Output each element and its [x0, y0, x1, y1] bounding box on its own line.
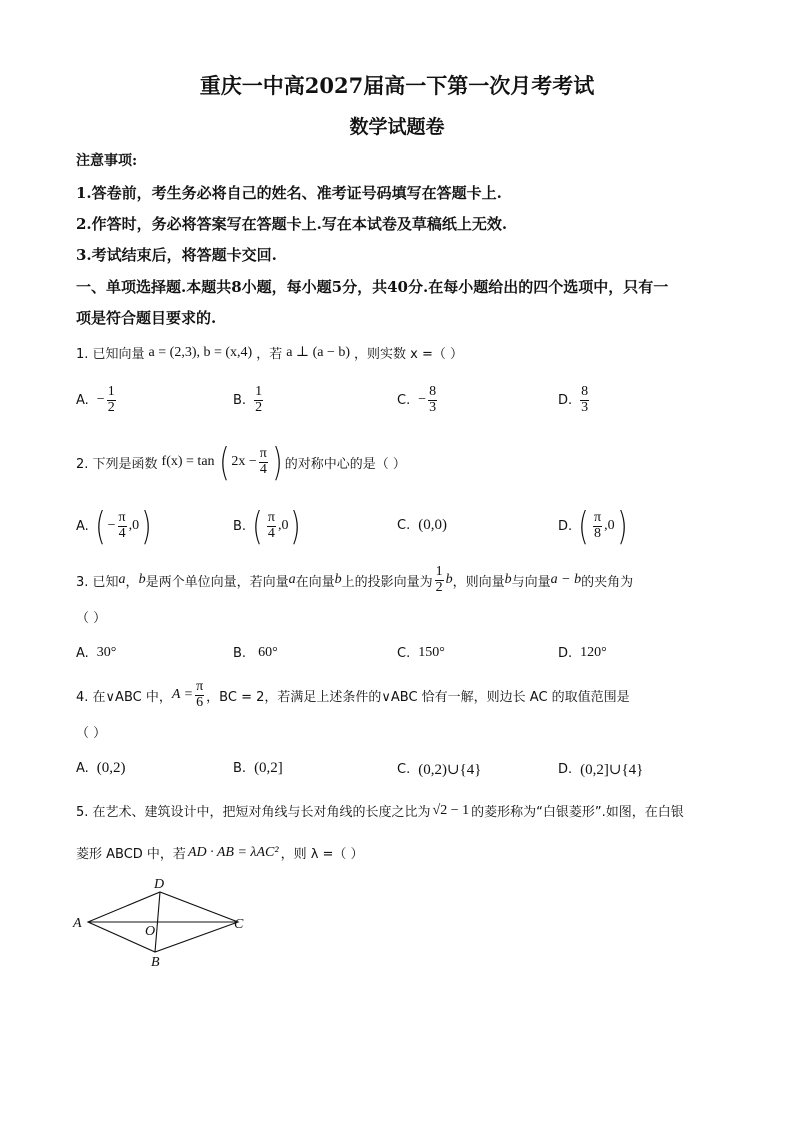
comma: ， — [125, 574, 139, 590]
q4-option-a[interactable] — [76, 760, 126, 777]
option-label: C. — [397, 762, 411, 777]
question-5-line2 — [76, 843, 364, 862]
q1-option-b[interactable] — [233, 385, 265, 415]
option-value: (0,2)∪{4} — [418, 762, 482, 778]
q2-argument: 2x − — [231, 454, 257, 469]
q5-ratio: √2 − 1 — [432, 802, 470, 818]
right-paren: ) — [272, 440, 283, 484]
question-4-line1 — [76, 680, 630, 710]
question-3-line2: （ ） — [76, 611, 107, 626]
option-label: D. — [558, 392, 573, 408]
section-heading-line1: 一、单项选择题.本题共8小题，每小题5分，共40分.在每小题给出的四个选项中，只有一 — [76, 278, 669, 296]
option-value: 150° — [418, 645, 445, 660]
vector-b: b — [334, 572, 342, 588]
fraction-denominator: 3 — [581, 399, 589, 415]
note-item-2: 2.作答时，务必将答案写在答题卡上.写在本试卷及草稿纸上无效. — [76, 215, 508, 233]
left-paren: ( — [95, 504, 106, 548]
q2-prefix: 2. 下列是函数 — [76, 456, 158, 472]
fraction-denominator: 2 — [255, 399, 263, 415]
vector-a: a — [288, 572, 296, 588]
q2-option-d[interactable] — [558, 504, 629, 548]
option-label: C. — [397, 392, 411, 408]
fraction-numerator: 1 — [255, 384, 263, 399]
fraction-numerator: 1 — [107, 384, 115, 399]
q3-option-b[interactable] — [233, 645, 278, 661]
q2-option-a[interactable] — [76, 504, 154, 548]
option-value: 120° — [580, 645, 607, 660]
fraction-numerator: π — [118, 509, 126, 525]
option-label: B. — [233, 518, 247, 534]
vector-a: a — [118, 572, 126, 588]
q4-text: ，BC = 2，若满足上述条件的∨ABC 恰有一解，则边长 AC 的取值范围是 — [206, 689, 630, 705]
q2-suffix: 的对称中心的是（ ） — [284, 456, 406, 472]
q3-option-a[interactable] — [76, 645, 116, 661]
option-value: (0,2] — [254, 760, 283, 776]
q5-text: 菱形 ABCD 中，若 — [76, 847, 186, 862]
q4-option-d[interactable] — [558, 760, 643, 779]
vector-b: b — [504, 572, 512, 588]
vertex-d-label: D — [154, 877, 165, 892]
q4-option-c[interactable] — [397, 760, 481, 779]
q1-option-d[interactable] — [558, 385, 591, 415]
q3-text: 的夹角为 — [581, 574, 634, 590]
right-paren: ) — [616, 504, 628, 548]
q3-text: 上的投影向量为 — [341, 574, 433, 590]
four-denominator: 4 — [259, 461, 267, 477]
exam-title: 重庆一中高2027届高一下第一次月考考试 — [199, 73, 595, 98]
q1-option-c[interactable] — [397, 385, 439, 415]
left-paren: ( — [252, 504, 263, 548]
vertex-a-label: A — [73, 916, 82, 931]
question-1 — [76, 343, 463, 362]
note-item-3: 3.考试结束后，将答题卡交回. — [76, 246, 277, 264]
option-rest: ,0 — [277, 518, 289, 533]
right-paren: ) — [141, 504, 152, 548]
vector-a-minus-b: a − b — [550, 572, 582, 588]
option-label: B. — [233, 761, 247, 776]
option-label: C. — [397, 518, 411, 533]
question-5-line1 — [76, 801, 684, 820]
option-label: A. — [76, 392, 89, 408]
q1-mid: ，若 — [256, 347, 283, 362]
option-value: 30° — [96, 645, 117, 660]
q1-prefix: 1. 已知向量 — [76, 347, 145, 362]
q4-text: 4. 在∨ABC 中， — [76, 689, 172, 705]
fraction-numerator: 8 — [581, 384, 589, 399]
option-sign: − — [96, 392, 105, 408]
q5-text: ，则 λ =（ ） — [280, 847, 364, 862]
option-label: C. — [397, 645, 411, 661]
q5-text: 的菱形称为“白银菱形”.如图，在白银 — [471, 805, 684, 820]
vertex-c-label: C — [234, 917, 244, 932]
option-label: B. — [233, 392, 247, 408]
right-paren: ) — [290, 504, 302, 548]
q3-text: 在向量 — [295, 574, 335, 590]
q1-option-a[interactable] — [76, 385, 118, 415]
option-rest: ,0 — [128, 518, 140, 533]
pi-numerator: π — [259, 445, 267, 461]
option-label: A. — [76, 645, 89, 661]
q3-text: 是两个单位向量，若向量 — [145, 574, 289, 590]
left-paren: ( — [218, 440, 230, 484]
fraction-denominator: 4 — [118, 525, 126, 541]
option-label: D. — [558, 762, 573, 777]
q4-angle: A = — [171, 687, 194, 703]
fraction-denominator: 2 — [107, 399, 115, 415]
left-paren: ( — [578, 504, 589, 548]
option-value: (0,2]∪{4} — [580, 762, 644, 778]
question-3-line1 — [76, 565, 633, 595]
option-label: A. — [76, 518, 89, 534]
q2-option-c[interactable] — [397, 517, 447, 534]
q2-option-b[interactable] — [233, 504, 303, 548]
option-rest: ,0 — [604, 518, 615, 533]
q4-option-b[interactable] — [233, 760, 283, 777]
question-4-line2: （ ） — [76, 726, 107, 741]
vector-b: b — [138, 572, 146, 588]
q1-suffix: ，则实数 x =（ ） — [354, 347, 464, 362]
option-label: A. — [76, 761, 89, 776]
fraction-denominator: 6 — [196, 694, 204, 710]
fraction-numerator: 1 — [435, 564, 443, 579]
q2-function: f(x) = tan — [161, 454, 215, 469]
q3-text: ，则向量 — [452, 574, 505, 590]
option-label: B. — [233, 645, 247, 661]
fraction-denominator: 8 — [594, 525, 602, 541]
q5-expression: AD · AB = λAC² — [187, 844, 279, 860]
option-sign: − — [107, 518, 116, 533]
q3-option-c[interactable] — [397, 645, 445, 661]
option-label: D. — [558, 518, 573, 534]
fraction-numerator: π — [593, 509, 602, 525]
vector-b: b — [445, 572, 453, 588]
notes-heading: 注意事项: — [76, 153, 138, 169]
option-sign: − — [418, 392, 427, 408]
q3-option-d[interactable] — [558, 645, 607, 661]
question-2 — [76, 440, 406, 484]
center-o-label: O — [145, 924, 156, 939]
q1-condition: a ⊥ (a − b) — [286, 345, 351, 360]
fraction-denominator: 3 — [429, 399, 437, 415]
fraction-denominator: 4 — [267, 525, 275, 541]
q1-given: a = (2,3), b = (x,4) — [148, 344, 253, 360]
section-heading-line2: 项是符合题目要求的. — [76, 309, 217, 327]
vertex-b-label: B — [151, 955, 160, 970]
option-value: 60° — [258, 645, 278, 660]
q3-text: 与向量 — [511, 574, 551, 590]
option-value: (0,0) — [418, 517, 447, 533]
exam-subtitle: 数学试题卷 — [349, 116, 445, 138]
fraction-numerator: π — [267, 509, 275, 525]
option-value: (0,2) — [96, 760, 126, 776]
fraction-denominator: 2 — [435, 579, 443, 595]
q3-text: 3. 已知 — [76, 574, 119, 590]
fraction-numerator: 8 — [429, 384, 437, 399]
rhombus-figure — [68, 875, 253, 970]
option-label: D. — [558, 645, 573, 661]
note-item-1: 1.答卷前，考生务必将自己的姓名、准考证号码填写在答题卡上. — [76, 184, 502, 202]
fraction-numerator: π — [196, 679, 204, 694]
q5-text: 5. 在艺术、建筑设计中，把短对角线与长对角线的长度之比为 — [76, 805, 431, 820]
